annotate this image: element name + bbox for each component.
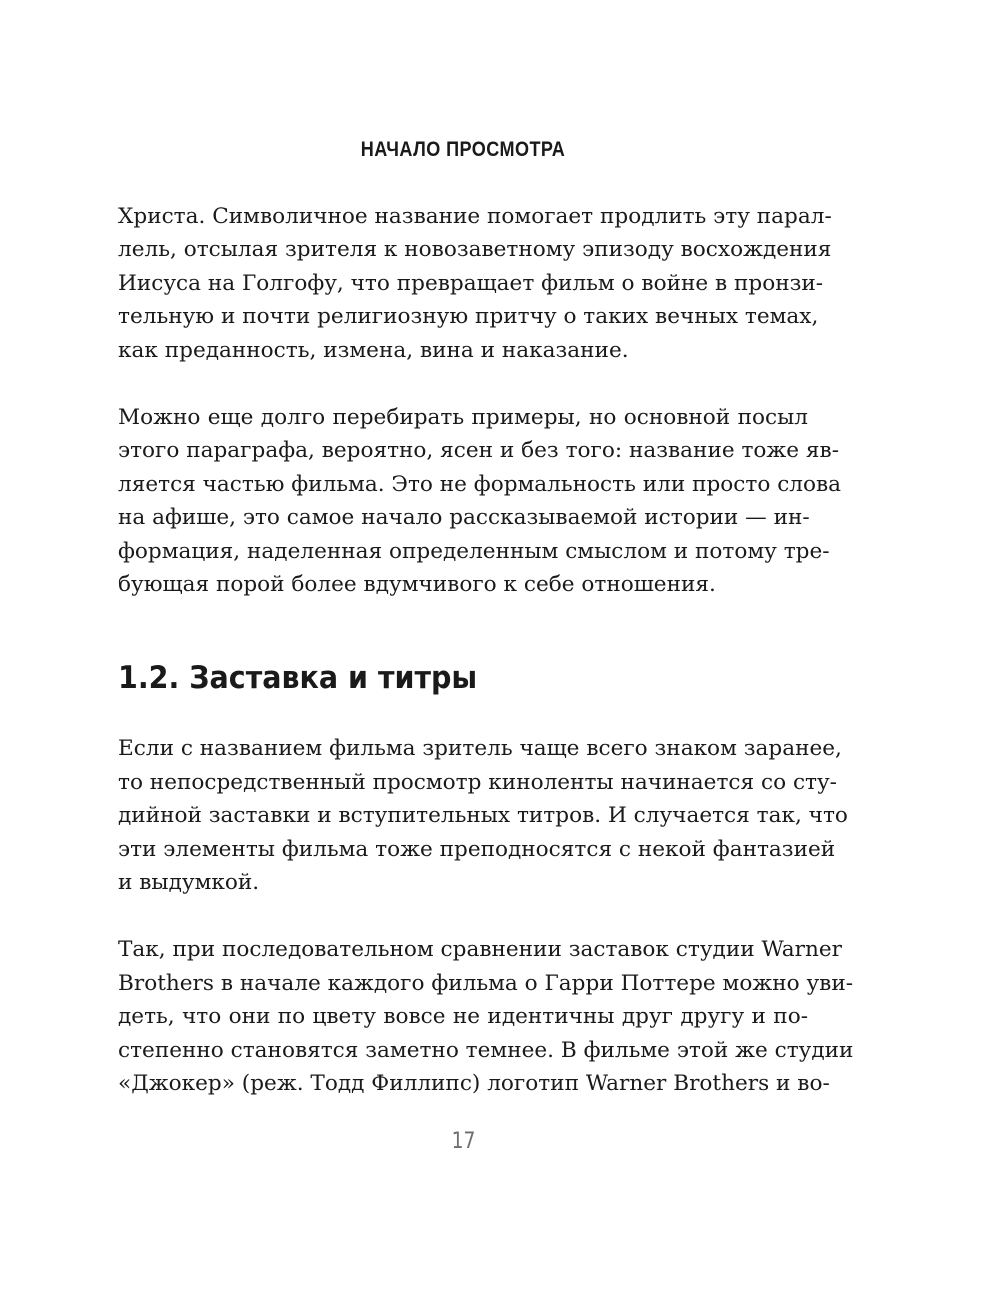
text-line: «Джокер» (реж. Тодд Филлипс) логотип Warner Brothers и во- bbox=[118, 1071, 830, 1096]
page-number: 17 bbox=[451, 1129, 476, 1154]
text-line: дийной заставки и вступительных титров. И случается так, что bbox=[118, 803, 848, 828]
text-line: степенно становятся заметно темнее. В фильме этой же студии bbox=[118, 1038, 854, 1063]
text-line: деть, что они по цвету вовсе не идентичны друг другу и по- bbox=[118, 1004, 808, 1029]
text-line: Так, при последовательном сравнении заставок студии Warner bbox=[118, 937, 842, 962]
text-line: формация, наделенная определенным смыслом и потому тре- bbox=[118, 539, 830, 564]
text-line: на афише, это самое начало рассказываемой истории — ин- bbox=[118, 505, 810, 530]
text-line: бующая порой более вдумчивого к себе отношения. bbox=[118, 572, 716, 597]
text-line: как преданность, измена, вина и наказание. bbox=[118, 338, 629, 363]
text-line: лель, отсылая зрителя к новозаветному эпизоду восхождения bbox=[118, 237, 832, 262]
text-line: Brothers в начале каждого фильма о Гарри Поттере можно уви- bbox=[118, 971, 854, 996]
section-heading: 1.2. Заставка и титры bbox=[118, 660, 478, 696]
running-head: НАЧАЛО ПРОСМОТРА bbox=[360, 138, 566, 161]
text-line: ляется частью фильма. Это не формальность или просто слова bbox=[118, 472, 842, 497]
text-line: Христа. Символичное название помогает продлить эту парал- bbox=[118, 204, 832, 229]
text-line: Иисуса на Голгофу, что превращает фильм о войне в пронзи- bbox=[118, 271, 824, 296]
text-line: этого параграфа, вероятно, ясен и без того: название тоже яв- bbox=[118, 438, 840, 463]
text-line: эти элементы фильма тоже преподносятся с некой фантазией bbox=[118, 837, 836, 862]
text-line: Можно еще долго перебирать примеры, но основной посыл bbox=[118, 405, 808, 430]
text-line: то непосредственный просмотр киноленты начинается со сту- bbox=[118, 770, 837, 795]
text-line: тельную и почти религиозную притчу о таких вечных темах, bbox=[118, 304, 819, 329]
text-line: и выдумкой. bbox=[118, 870, 260, 895]
text-line: Если с названием фильма зритель чаще всего знаком заранее, bbox=[118, 736, 842, 761]
